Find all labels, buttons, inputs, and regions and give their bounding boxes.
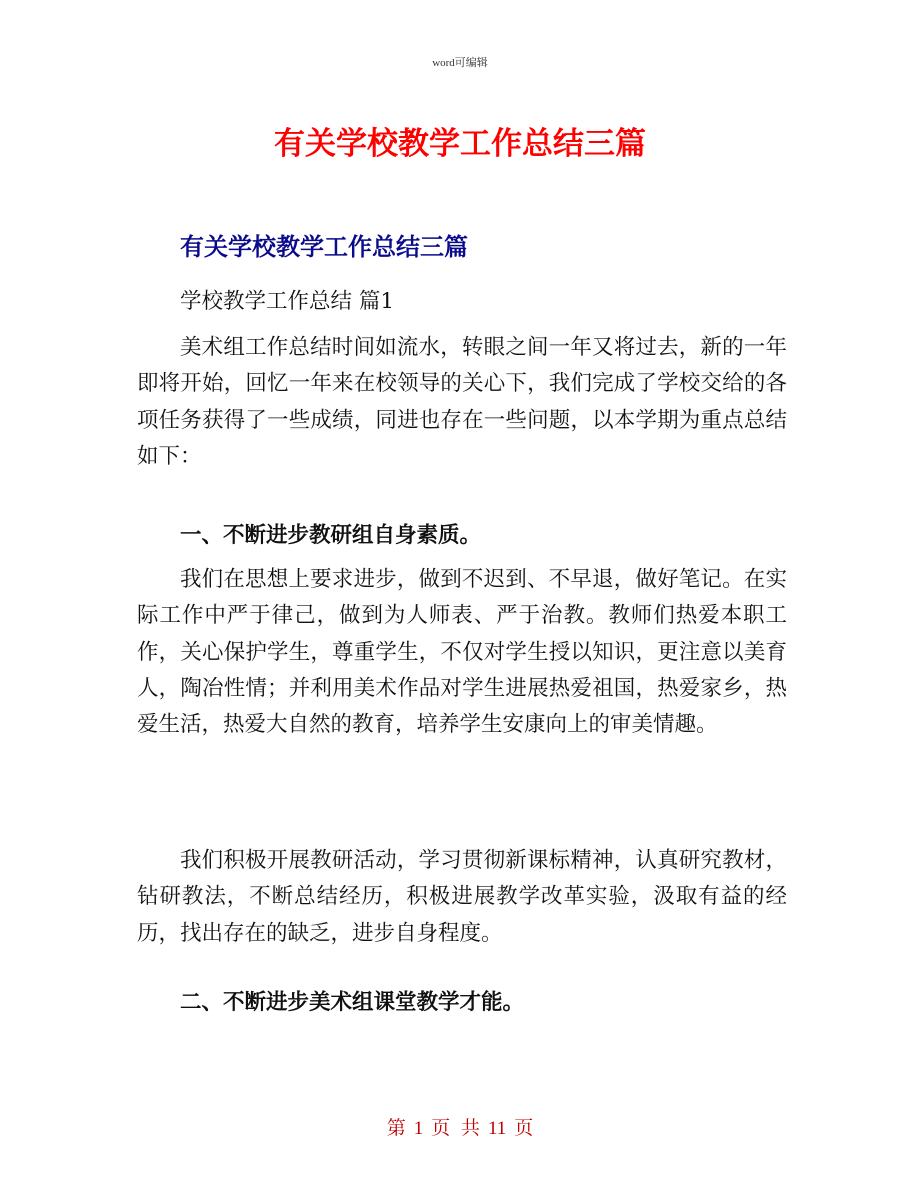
document-title: 有关学校教学工作总结三篇 <box>274 126 646 162</box>
footer-suffix: 页 <box>514 1118 534 1139</box>
page-number-footer <box>0 1113 920 1140</box>
paragraph-section-1b: 我们积极开展教研活动，学习贯彻新课标精神，认真研究教材，钻研教法，不断总结经历，积极进展教学改革实验，汲取有益的经历，找出存在的缺乏，进步自身程度。 <box>137 848 787 946</box>
section-heading-2: 二、不断进步美术组课堂教学才能。 <box>180 990 525 1015</box>
paragraph-intro: 美术组工作总结时间如流水，转眼之间一年又将过去，新的一年即将开始，回忆一年来在校领导的关心下，我们完成了学校交给的各项任务获得了一些成绩，同进也存在一些问题，以本学期为重点总结如下： <box>137 335 787 469</box>
footer-current-page: 1 <box>413 1118 424 1139</box>
footer-prefix: 第 <box>386 1118 406 1139</box>
header-note: word可编辑 <box>432 57 488 69</box>
section-heading-1: 一、不断进步教研组自身素质。 <box>180 523 482 548</box>
footer-total-pages: 11 <box>487 1118 507 1139</box>
footer-mid: 页 共 <box>431 1118 480 1139</box>
document-subtitle: 有关学校教学工作总结三篇 <box>180 233 468 261</box>
part-label: 学校教学工作总结 篇1 <box>180 289 395 314</box>
paragraph-section-1a: 我们在思想上要求进步，做到不迟到、不早退，做好笔记。在实际工作中严于律己，做到为人师表、严于治教。教师们热爱本职工作，关心保护学生，尊重学生，不仅对学生授以知识，更注意以美育人，陶冶性情；并利用美术作品对学生进展热爱祖国，热爱家乡，热爱生活，热爱大自然的教育，培养学生安康向上的审美情趣。 <box>137 567 787 738</box>
